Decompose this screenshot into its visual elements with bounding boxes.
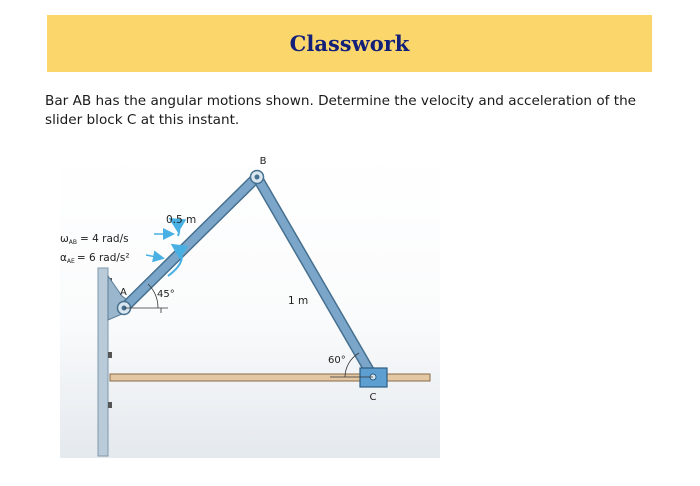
omega-symbol: ω [60,233,69,245]
title-banner [47,15,652,72]
angle-a-label: 45° [157,289,175,300]
banner-title: Classwork [289,31,410,56]
wall [98,268,108,456]
label-b: B [259,156,267,167]
alpha-symbol: α [60,252,67,264]
length-ab: 0.5 m [166,214,197,226]
omega-value: = 4 rad/s [80,233,129,245]
problem-statement: Bar AB has the angular motions shown. Determine the velocity and acceleration of the slider block C at this instant. [45,93,637,128]
wall-bolt-1 [108,352,112,358]
alpha-subscript: AE [66,258,75,265]
mechanism-diagram [60,148,440,458]
alpha-value: = 6 rad/s² [76,252,130,264]
angle-c-label: 60° [328,355,346,366]
label-c: C [369,392,377,403]
wall-bolt-2 [108,402,112,408]
mechanism-figure [60,148,440,458]
pin-b-center [255,175,260,180]
length-bc: 1 m [288,295,309,307]
label-a: A [120,287,127,298]
omega-subscript: AB [68,239,78,246]
